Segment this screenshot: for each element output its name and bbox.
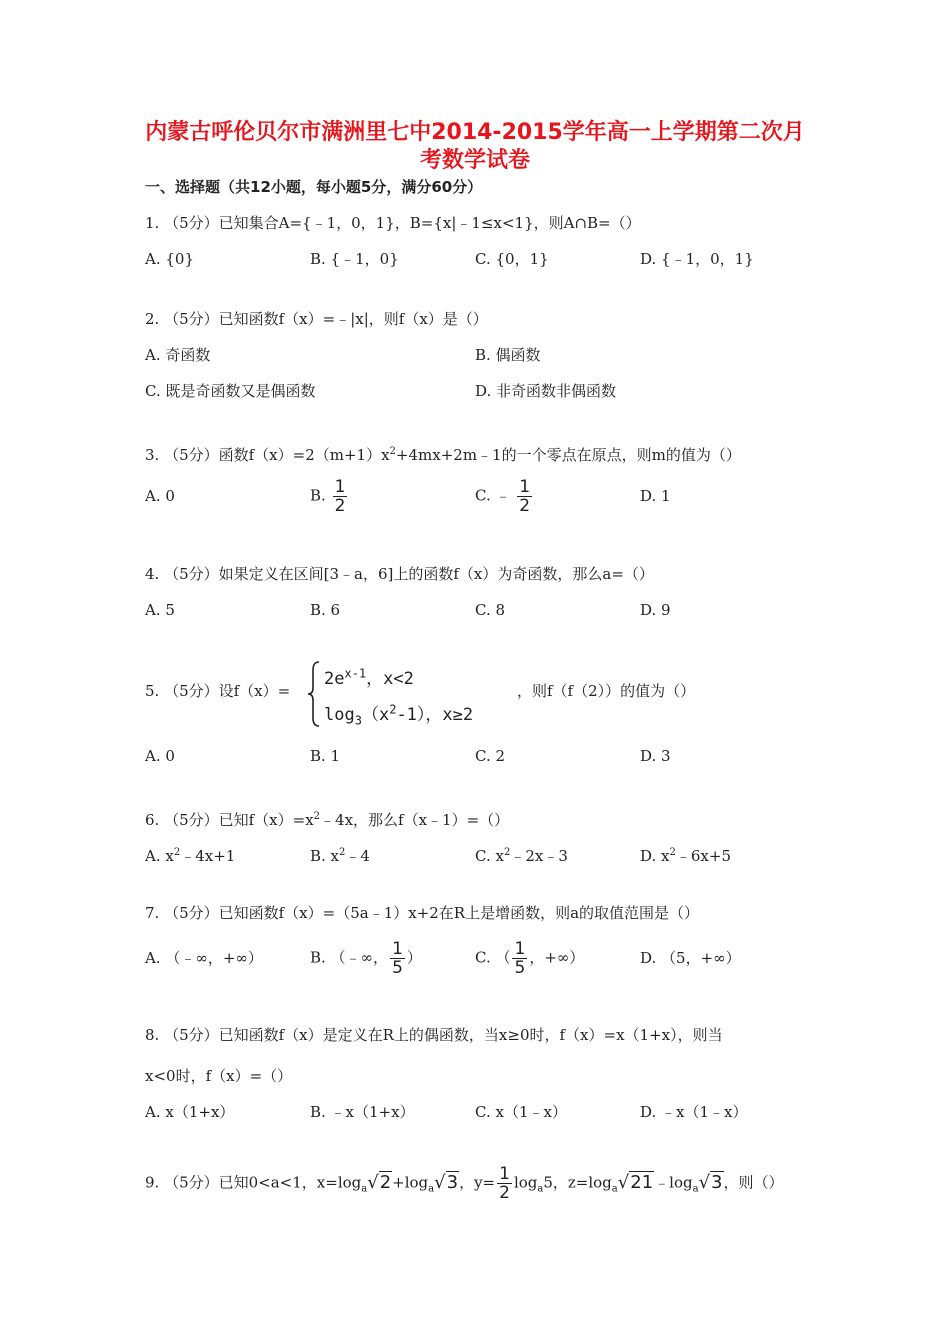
q9-part2: +log	[392, 1173, 429, 1192]
q7-b-part2: ）	[406, 948, 422, 967]
q5-option-b[interactable]: B. 1	[310, 747, 341, 765]
fraction-denominator: 2	[499, 1183, 510, 1203]
q2-option-b[interactable]: B. 偶函数	[475, 346, 541, 364]
q6-c-part2: ﹣2x﹣3	[510, 847, 568, 865]
q9-part7: ，则（）	[723, 1173, 784, 1192]
case-2-log: log	[324, 705, 355, 725]
q3-option-a[interactable]: A. 0	[145, 487, 175, 505]
q9-part5: 5，z=log	[543, 1173, 612, 1192]
q6-d-part2: ﹣6x+5	[675, 847, 731, 865]
q4-option-c[interactable]: C. 8	[475, 601, 506, 619]
exponent: 2	[669, 847, 676, 858]
log-base: a	[537, 1183, 544, 1195]
fraction-numerator: 1	[334, 477, 346, 497]
fraction-numerator: 1	[499, 1164, 510, 1184]
q7-c-part1: C. （	[475, 948, 511, 967]
q8-option-c[interactable]: C. x（1﹣x）	[475, 1103, 567, 1121]
q3-option-d[interactable]: D. 1	[640, 487, 671, 505]
question-5-stem-end: ，则f（f（2））的值为（）	[517, 682, 696, 700]
q6-stem-part1: 6. （5分）已知f（x）=x	[145, 811, 314, 829]
q8-option-b[interactable]: B. ﹣x（1+x）	[310, 1103, 415, 1121]
q6-option-b[interactable]	[310, 842, 370, 867]
q1-option-d[interactable]: D. {﹣1，0，1}	[640, 250, 754, 268]
question-5-stem-start: 5. （5分）设f（x）=	[145, 682, 291, 700]
question-9-stem	[145, 1165, 784, 1202]
q7-c-fraction	[512, 940, 527, 977]
q7-option-b[interactable]	[310, 940, 422, 977]
q5-option-a[interactable]: A. 0	[145, 747, 175, 765]
radicand: 21	[630, 1171, 654, 1193]
q7-b-fraction	[390, 940, 405, 977]
q8-option-d[interactable]: D. ﹣x（1﹣x）	[640, 1103, 748, 1121]
q5-option-c[interactable]: C. 2	[475, 747, 506, 765]
q3-stem-part2: +4mx+2m﹣1的一个零点在原点，则m的值为（）	[395, 446, 741, 464]
q2-option-d[interactable]: D. 非奇函数非偶函数	[475, 382, 617, 400]
q7-option-a[interactable]: A. （﹣∞，+∞）	[145, 949, 263, 967]
q3-option-c[interactable]	[475, 478, 534, 515]
q1-option-c[interactable]: C. {0，1}	[475, 250, 549, 268]
q5-option-d[interactable]: D. 3	[640, 747, 671, 765]
case-2-open: （x	[361, 705, 390, 725]
exponent: 2	[503, 847, 511, 858]
case-1-expression: 2e	[324, 669, 345, 689]
q6-a-part1: A. x	[145, 847, 174, 865]
sqrt-2: √2	[367, 1171, 392, 1193]
piecewise-brace	[307, 660, 321, 728]
fraction-denominator: 2	[519, 496, 531, 516]
sqrt-21: √21	[617, 1171, 654, 1193]
q6-option-c[interactable]	[475, 842, 568, 867]
fraction-denominator: 5	[514, 958, 526, 978]
q9-part1: 9. （5分）已知0<a<1，x=log	[145, 1173, 362, 1192]
radicand: 2	[379, 1171, 392, 1193]
q6-b-part1: B. x	[310, 847, 340, 865]
piecewise-case-1	[324, 664, 414, 689]
question-1-stem: 1. （5分）已知集合A={﹣1，0，1}，B={x|﹣1≤x<1}，则A∩B=（）	[145, 214, 641, 232]
q9-part6: ﹣log	[654, 1173, 693, 1192]
q4-option-b[interactable]: B. 6	[310, 601, 341, 619]
paper-title-line2: 考数学试卷	[419, 148, 530, 173]
q9-fraction	[497, 1165, 512, 1202]
section-heading: 一、选择题（共12小题，每小题5分，满分60分）	[145, 178, 483, 196]
case-2-base: 3	[354, 713, 362, 728]
log-base: a	[428, 1183, 435, 1195]
fraction-denominator: 2	[334, 496, 346, 516]
piecewise-case-2	[324, 700, 473, 727]
question-8-stem-line2: x<0时，f（x）=（）	[145, 1067, 293, 1085]
q6-stem-part2: ﹣4x，那么f（x﹣1）=（）	[320, 811, 510, 829]
q6-d-part1: D. x	[640, 847, 670, 865]
q3-option-b-label: B.	[310, 486, 326, 505]
q6-a-part2: ﹣4x+1	[180, 847, 236, 865]
case-2-rest: -1），x≥2	[396, 705, 474, 725]
q3-option-c-label: C. ﹣	[475, 486, 511, 505]
question-6-stem	[145, 806, 509, 831]
fraction-numerator: 1	[392, 939, 403, 959]
fraction-denominator: 5	[392, 958, 403, 978]
log-base: a	[692, 1183, 699, 1195]
q9-part3: ，y=	[459, 1173, 496, 1192]
fraction-numerator: 1	[519, 477, 531, 497]
q8-option-a[interactable]: A. x（1+x）	[145, 1103, 235, 1121]
case-1-condition: ，x<2	[366, 669, 414, 689]
q6-option-a[interactable]	[145, 842, 235, 867]
q2-option-c[interactable]: C. 既是奇函数又是偶函数	[145, 382, 316, 400]
q6-c-part1: C. x	[475, 847, 504, 865]
q1-option-b[interactable]: B. {﹣1，0}	[310, 250, 399, 268]
question-8-stem-line1: 8. （5分）已知函数f（x）是定义在R上的偶函数，当x≥0时，f（x）=x（1+x），则当	[145, 1026, 723, 1044]
question-7-stem: 7. （5分）已知函数f（x）=（5a﹣1）x+2在R上是增函数，则a的取值范围是（）	[145, 904, 700, 922]
sqrt-3: √3	[434, 1171, 459, 1193]
q7-b-part1: B. （﹣∞，	[310, 948, 389, 967]
q3-stem-part1: 3. （5分）函数f（x）=2（m+1）x	[145, 446, 390, 464]
exponent: 2	[173, 847, 181, 858]
sqrt-3-second: √3	[698, 1171, 723, 1193]
q3-option-c-fraction	[517, 478, 532, 515]
case-1-exponent: x-1	[344, 666, 367, 681]
question-2-stem: 2. （5分）已知函数f（x）=﹣|x|，则f（x）是（）	[145, 310, 488, 328]
q7-option-d[interactable]: D. （5，+∞）	[640, 949, 741, 967]
q2-option-a[interactable]: A. 奇函数	[145, 346, 211, 364]
q3-option-b-fraction	[333, 478, 348, 515]
q6-b-part2: ﹣4	[345, 847, 370, 865]
question-3-stem	[145, 441, 741, 466]
q6-option-d[interactable]	[640, 842, 731, 867]
q7-option-c[interactable]	[475, 940, 584, 977]
question-4-stem: 4. （5分）如果定义在区间[3﹣a，6]上的函数f（x）为奇函数，那么a=（）	[145, 565, 654, 583]
fraction-numerator: 1	[514, 939, 526, 959]
log-base: a	[611, 1183, 618, 1195]
q9-part4: log	[513, 1173, 538, 1192]
radicand: 3	[446, 1171, 459, 1193]
q3-stem-exponent: 2	[389, 446, 396, 457]
case-2-exponent: 2	[389, 702, 397, 717]
radicand: 3	[711, 1171, 723, 1193]
log-base: a	[361, 1183, 368, 1195]
q1-option-a[interactable]: A. {0}	[145, 250, 194, 268]
paper-title-line1: 内蒙古呼伦贝尔市满洲里七中2014-2015学年高一上学期第二次月	[145, 120, 805, 145]
q7-c-part2: ，+∞）	[529, 948, 585, 967]
q6-stem-exponent: 2	[313, 811, 321, 822]
q3-option-b[interactable]	[310, 478, 349, 515]
q4-option-d[interactable]: D. 9	[640, 601, 671, 619]
exponent: 2	[339, 847, 346, 858]
q4-option-a[interactable]: A. 5	[145, 601, 175, 619]
